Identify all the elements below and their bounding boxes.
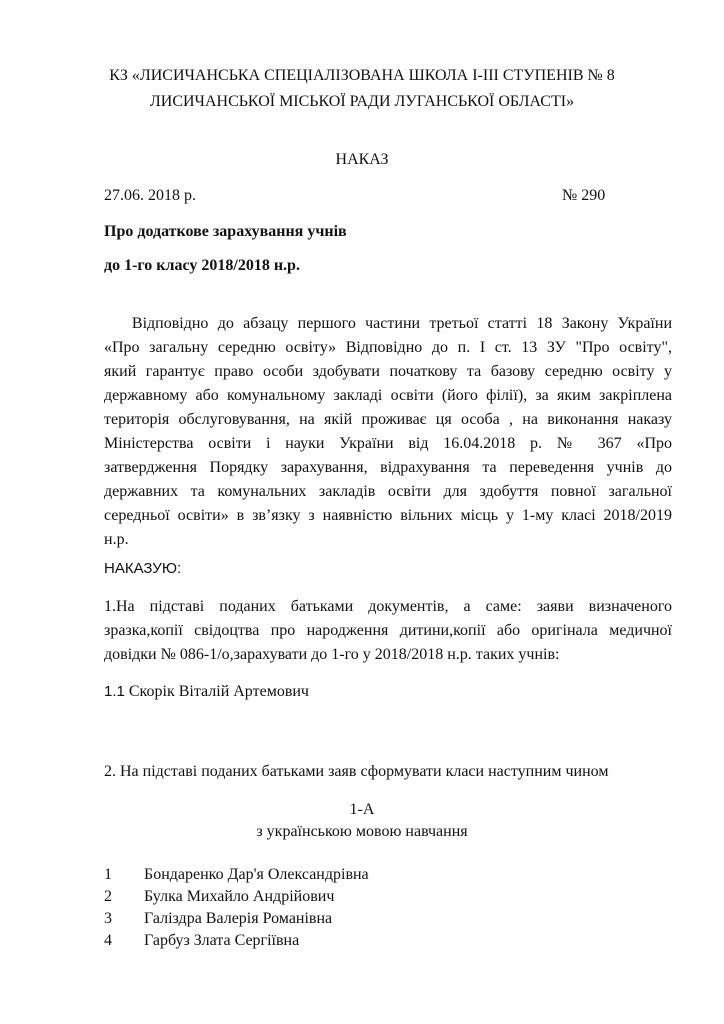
preamble-paragraph bbox=[104, 312, 672, 552]
item-1-line: 1.На підставі поданих батьками документів, а саме: заяви визначеного bbox=[104, 598, 672, 615]
preamble-line: середньої освіти» в зв’язку з наявністю вільних місць у 1-му класі 2018/2019 bbox=[104, 507, 672, 524]
student-number: 4 bbox=[104, 932, 112, 949]
student-number: 3 bbox=[104, 910, 112, 927]
student-number: 2 bbox=[104, 888, 112, 905]
preamble-line: який гарантує право особи здобувати початкову та базову середню освіту у bbox=[104, 363, 672, 380]
header-line-1: КЗ «ЛИСИЧАНСЬКА СПЕЦІАЛІЗОВАНА ШКОЛА І-ІІІ СТУПЕНІВ № 8 bbox=[109, 67, 615, 84]
student-number: 1 bbox=[104, 866, 112, 883]
item-1-1-student: Скорік Віталій Артемович bbox=[124, 683, 309, 700]
item-1-paragraph bbox=[104, 595, 672, 667]
item-1-1-number: 1.1 bbox=[104, 683, 125, 700]
item-1-line: зразка,копії свідоцтва про народження дитини,копії або оригінала медичної bbox=[104, 622, 672, 639]
student-name: Галіздра Валерія Романівна bbox=[144, 910, 333, 927]
preamble-line: «Про загальну середню освіту» Відповідно до п. I ст. 13 ЗУ "Про освіту", bbox=[104, 339, 672, 356]
item-1-line: довідки № 086-1/о,зарахувати до 1-го у 2018/2018 н.р. таких учнів: bbox=[104, 646, 560, 663]
class-name: 1-А bbox=[349, 801, 375, 818]
class-language: з українською мовою навчання bbox=[256, 823, 468, 840]
subject-line-1: Про додаткове зарахування учнів bbox=[104, 223, 347, 240]
order-date: 27.06. 2018 р. bbox=[104, 187, 196, 204]
student-name: Бондаренко Дар'я Олександрівна bbox=[144, 866, 369, 883]
preamble-line: територія обслуговування, на якій проживає ця особа , на виконання наказу bbox=[104, 411, 672, 428]
preamble-line: затвердження Порядку зарахування, відрахування та переведення учнів до bbox=[104, 459, 672, 476]
student-name: Булка Михайло Андрійович bbox=[144, 888, 335, 905]
preamble-line: Міністерства освіти і науки України від 16.04.2018 р. № 367 «Про bbox=[104, 435, 672, 452]
preamble-line: державному або комунальному закладі освіти (його філії), за яким закріплена bbox=[104, 387, 672, 404]
header-line-2: ЛИСИЧАНСЬКОЇ МІСЬКОЇ РАДИ ЛУГАНСЬКОЇ ОБЛАСТІ» bbox=[149, 93, 575, 110]
item-2: 2. На підставі поданих батьками заяв сформувати класи наступним чином bbox=[104, 763, 609, 780]
preamble-line: Відповідно до абзацу першого частини третьої статті 18 Закону України bbox=[104, 315, 672, 332]
document-title: НАКАЗ bbox=[335, 151, 389, 168]
order-word: НАКАЗУЮ: bbox=[104, 560, 182, 577]
student-name: Гарбуз Злата Сергіївна bbox=[144, 932, 300, 949]
order-number: № 290 bbox=[562, 187, 606, 204]
preamble-line: н.р. bbox=[104, 531, 129, 548]
subject-line-2: до 1-го класу 2018/2018 н.р. bbox=[104, 257, 300, 274]
preamble-line: державних та комунальних закладів освіти для здобуття повної загальної bbox=[104, 483, 672, 500]
item-1-1 bbox=[104, 682, 309, 702]
